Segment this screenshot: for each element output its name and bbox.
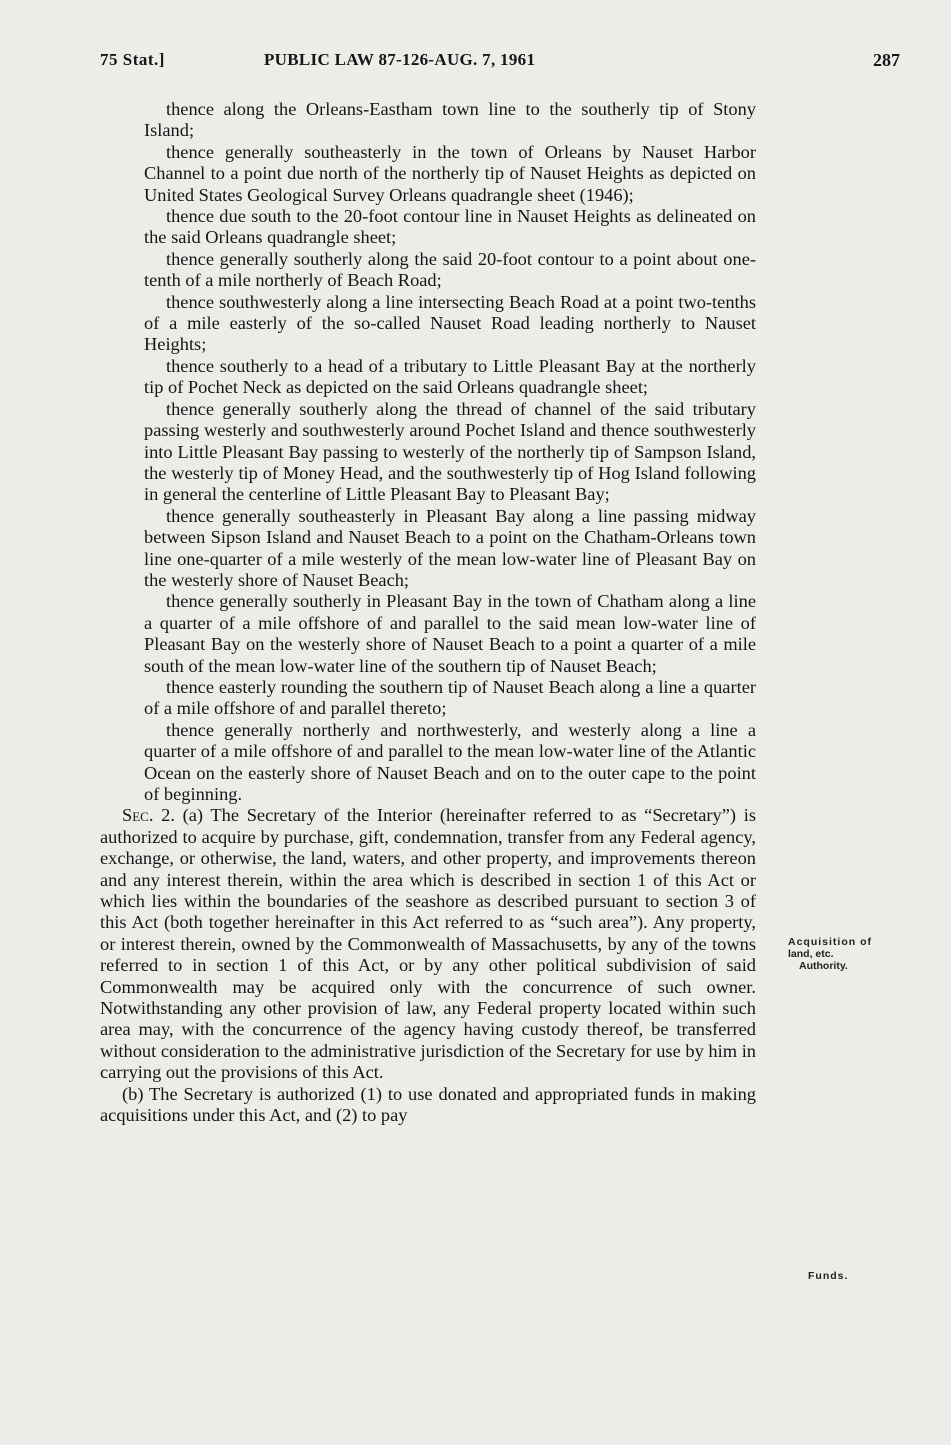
boundary-clause: thence due south to the 20-foot contour line in Nauset Heights as delineated on the said Orleans quadrangle sheet; (144, 206, 756, 248)
law-title: PUBLIC LAW 87-126-AUG. 7, 1961 (264, 50, 536, 69)
boundary-clause: thence southwesterly along a line intersecting Beach Road at a point two-tenths of a mile easterly of the so-called Nauset Road leading northerly to Nauset Heights; (144, 291, 756, 355)
boundary-clause: thence generally southerly in Pleasant Bay in the town of Chatham along a line a quarter of a mile offshore of and parallel to the said mean low-water line of Pleasant Bay on the westerly shore of Nauset Beach to a point a quarter of a mile south of the mean low-water line of the southern tip of Nauset Beach; (144, 591, 756, 676)
boundary-clause: thence generally southeasterly in Pleasant Bay along a line passing midway between Sipson Island and Nauset Beach to a point on the Chatham-Orleans town line one-quarter of a mile westerly of the mean low-water line of Pleasant Bay on the westerly shore of Nauset Beach; (144, 505, 756, 590)
body-text (100, 99, 756, 1127)
boundary-clause: thence along the Orleans-Eastham town line to the southerly tip of Stony Island; (144, 99, 756, 141)
margin-note-funds: Funds. (808, 1270, 849, 1282)
boundary-clause: thence easterly rounding the southern tip of Nauset Beach along a line a quarter of a mile offshore of and parallel thereto; (144, 676, 756, 719)
margin-note-line: Acquisition of (788, 936, 872, 948)
section-2b-paragraph: (b) The Secretary is authorized (1) to use donated and appropriated funds in making acquisitions under this Act, and (2) to pay (100, 1083, 756, 1126)
boundary-clause: thence generally southerly along the thread of channel of the said tributary passing westerly and southwesterly around Pochet Island and thence southwesterly into Little Pleasant Bay passing to westerly of the northerly tip of Sampson Island, the westerly tip of Money Head, and the southwesterly tip of Hog Island following in general the centerline of Little Pleasant Bay to Pleasant Bay; (144, 398, 756, 505)
margin-note-acquisition (788, 936, 908, 972)
running-header (100, 50, 900, 76)
boundary-clause: thence generally northerly and northwesterly, and westerly along a line a quarter of a mile offshore of and parallel to the mean low-water line of the Atlantic Ocean on the easterly shore of Nauset Beach and on to the outer cape to the point of beginning. (144, 719, 756, 804)
page-number: 287 (873, 50, 900, 70)
boundary-clause: thence generally southeasterly in the town of Orleans by Nauset Harbor Channel to a point due north of the northerly tip of Nauset Heights as depicted on United States Geological Survey Orleans quadrangle sheet (1946); (144, 141, 756, 205)
boundary-clause: thence southerly to a head of a tributary to Little Pleasant Bay at the northerly tip of Pochet Neck as depicted on the said Orleans quadrangle sheet; (144, 355, 756, 398)
section-2a-text: (a) The Secretary of the Interior (hereinafter referred to as “Secretary”) is authorized to acquire by purchase, gift, condemnation, transfer from any Federal agency, exchange, or otherwise, the land, waters, and other property, and improvements thereon and any interest therein, within the area which is described in section 1 of this Act or which lies within the boundaries of the seashore as described pursuant to section 3 of this Act (both together hereinafter in this Act referred to as “such area”). Any property, or interest therein, owned by the Commonwealth of Massachusetts, by any of the towns referred to in section 1 of this Act, or by any other political subdivision of said Commonwealth may be acquired only with the concurrence of such owner. Notwithstanding any other provision of law, any Federal property located within such area may, with the concurrence of the agency having custody thereof, be transferred without consideration to the administrative jurisdiction of the Secretary for use by him in carrying out the provisions of this Act. (100, 805, 757, 1083)
margin-note-line: Authority. (799, 960, 848, 972)
boundary-clause: thence generally southerly along the said 20-foot contour to a point about one-tenth of a mile northerly of Beach Road; (144, 248, 756, 291)
section-2a-paragraph (100, 805, 756, 1083)
volume-citation: 75 Stat.] (100, 50, 165, 69)
section-label: Sec. 2. (122, 805, 175, 826)
margin-note-line: land, etc. (788, 948, 834, 960)
